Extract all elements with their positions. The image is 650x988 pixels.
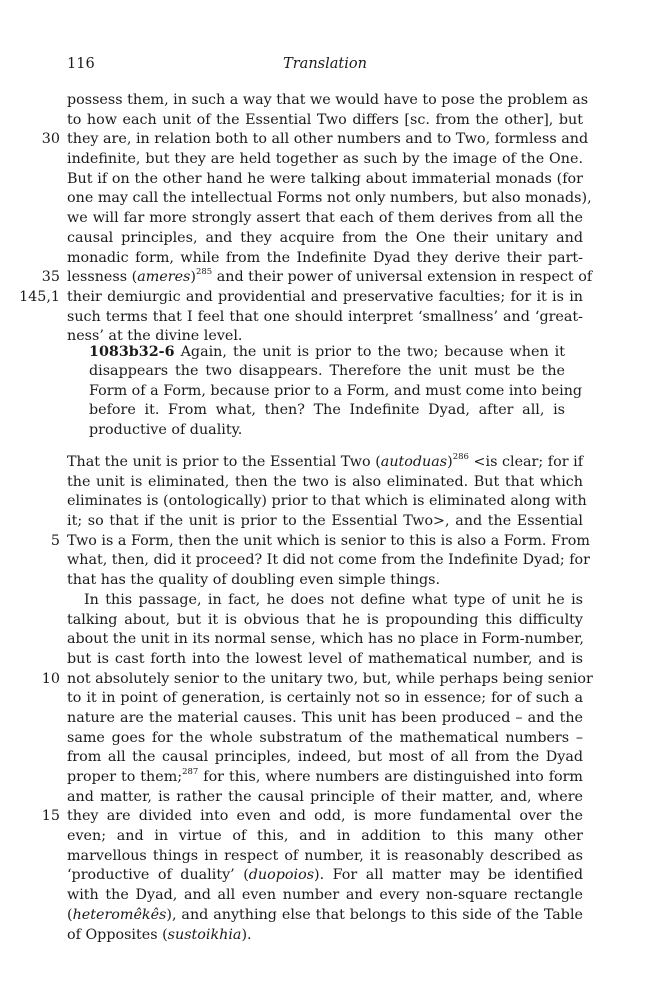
text-line: [41, 807, 583, 827]
lemma-reference: 1083b32-6: [89, 344, 175, 360]
line-text: But if on the other hand he were talking about immaterial monads (for: [67, 170, 583, 187]
text-line: [67, 906, 583, 926]
quote-line: [89, 343, 565, 362]
line-text: ).: [241, 926, 252, 943]
text-line: [67, 512, 583, 532]
line-text: ). For all matter may be identified: [314, 867, 583, 884]
text-line: [67, 189, 592, 209]
line-text: it; so that if the unit is prior to the Essential Two>, and the Essential: [67, 513, 583, 530]
line-text: and matter, is rather the causal principle of their matter, and, where: [67, 788, 583, 805]
quote-text: Again, the unit is prior to the two; because when it: [180, 344, 565, 360]
italic-term: heteromêkês: [72, 906, 167, 923]
line-text: for this, where numbers are distinguished into form: [198, 769, 583, 785]
text-line: [41, 267, 593, 288]
line-text: eliminates is (ontologically) prior to that which is eliminated along with: [67, 493, 587, 510]
line-text: they are divided into even and odd, is more fundamental over the: [67, 808, 583, 825]
line-text: Two is a Form, then the unit which is senior to this is also a Form. From: [67, 532, 590, 549]
footnote-ref: 287: [182, 767, 199, 778]
text-line: [67, 91, 589, 111]
text-line: [67, 926, 583, 946]
text-line: [67, 768, 583, 788]
line-text: monadic form, while from the Indefinite Dyad they derive their part-: [67, 249, 583, 266]
line-number: 145,1: [19, 288, 60, 305]
italic-term: duopoios: [248, 867, 315, 884]
line-text: ness’ at the divine level.: [67, 328, 243, 345]
line-text: the unit is eliminated, then the two is also eliminated. But that which: [67, 473, 583, 490]
line-text: That the unit is prior to the Essential Two (: [67, 454, 381, 470]
line-text: their demiurgic and providential and preservative faculties; for it is in: [67, 288, 583, 305]
line-text: from all the causal principles, indeed, but most of all from the Dyad: [67, 749, 583, 766]
quote-text: disappears the two disappears. Therefore the unit must be the: [89, 363, 565, 380]
text-line: [19, 288, 583, 308]
line-text: ): [190, 269, 196, 286]
line-text: ‘productive of duality’ (: [67, 867, 249, 884]
footnote-ref: 285: [195, 267, 213, 278]
line-text: indefinite, but they are held together as such by the image of the One.: [67, 151, 583, 168]
line-text: not absolutely senior to the unitary two, but, while perhaps being senior: [67, 670, 593, 687]
text-line: [67, 748, 583, 768]
line-text: we will far more strongly assert that each of them derives from all the: [67, 210, 583, 227]
line-number: 10: [41, 670, 60, 687]
commentary-paragraph: [41, 452, 593, 945]
text-line: [67, 886, 583, 906]
text-line: [67, 847, 583, 867]
italic-term: autoduas: [380, 454, 448, 470]
text-line: [41, 670, 593, 690]
line-text: ), and anything else that belongs to this side of the Table: [166, 906, 583, 923]
text-line: [67, 492, 587, 512]
line-text: causal principles, and they acquire from the One their unitary and: [67, 229, 583, 246]
text-line: [67, 150, 583, 170]
quote-line: [89, 362, 565, 381]
line-text: nature are the material causes. This unit has been produced – and the: [67, 709, 583, 726]
line-text: (: [67, 906, 73, 923]
quote-text: Form of a Form, because prior to a Form, and must come into being: [89, 382, 583, 399]
quote-text: productive of duality.: [89, 421, 243, 438]
paragraph-continuation: [19, 91, 593, 347]
quote-text: before it. From what, then? The Indefinite Dyad, after all, is: [89, 402, 565, 419]
text-line: [67, 453, 583, 473]
line-text: but is cast forth into the lowest level of mathematical number, and is: [67, 650, 583, 667]
italic-term: ameres: [137, 269, 191, 286]
page-number: 116: [67, 56, 95, 72]
line-text: proper to them;: [67, 769, 183, 785]
line-number: 15: [41, 808, 60, 825]
quote-line: [89, 401, 565, 420]
quote-line: [89, 421, 565, 440]
text-line: [67, 788, 583, 808]
line-text: of Opposites (: [67, 926, 168, 943]
text-line: [67, 611, 583, 631]
text-line: [67, 111, 583, 131]
line-number: 30: [41, 131, 60, 148]
line-number: 35: [41, 269, 60, 286]
text-line: [67, 571, 583, 591]
line-text: they are, in relation both to all other numbers and to Two, formless and: [67, 131, 589, 148]
text-line: [67, 650, 583, 670]
text-line: [67, 229, 583, 249]
line-text: ): [447, 454, 453, 470]
line-text: possess them, in such a way that we would have to pose the problem as: [67, 92, 589, 108]
line-text: <is clear; for if: [468, 454, 583, 470]
line-text: about the unit in its normal sense, which has no place in Form-number,: [67, 631, 584, 648]
line-text: lessness (: [67, 269, 138, 286]
line-text: to how each unit of the Essential Two differs [sc. from the other], but: [67, 111, 583, 128]
line-text: what, then, did it proceed? It did not come from the Indefinite Dyad; for: [67, 552, 590, 569]
line-text: and their power of universal extension in respect of: [212, 269, 593, 286]
line-text: talking about, but it is obvious that he is propounding this difficulty: [67, 611, 583, 628]
line-number: 5: [50, 532, 60, 549]
text-line: [67, 170, 583, 190]
line-text: such terms that I feel that one should interpret ‘smallness’ and ‘great-: [67, 308, 583, 325]
text-line: [67, 866, 583, 886]
text-line: [67, 249, 583, 269]
text-line: [67, 591, 583, 611]
text-line: [67, 473, 583, 493]
text-line: [67, 551, 590, 571]
text-line: [50, 532, 590, 552]
text-line: [67, 827, 583, 847]
line-text: that has the quality of doubling even simple things.: [67, 572, 441, 589]
line-text: even; and in virtue of this, and in addition to this many other: [67, 828, 583, 845]
text-line: [41, 130, 589, 150]
line-text: one may call the intellectual Forms not only numbers, but also monads),: [67, 190, 592, 207]
text-line: [67, 308, 583, 328]
page-header: [0, 56, 650, 78]
text-line: [67, 709, 583, 729]
line-text: with the Dyad, and all even number and every non-square rectangle: [67, 887, 583, 904]
text-line: [67, 630, 583, 650]
line-text: to it in point of generation, is certainly not so in essence; for of such a: [67, 690, 583, 707]
text-line: [67, 729, 583, 749]
italic-term: sustoikhia: [167, 926, 242, 943]
lemma-quote: [89, 343, 583, 440]
quote-line: [89, 382, 583, 401]
line-text: marvellous things in respect of number, it is reasonably described as: [67, 847, 583, 864]
text-line: [67, 209, 583, 229]
line-text: In this passage, in fact, he does not define what type of unit he is: [84, 591, 583, 608]
running-title: Translation: [283, 56, 367, 72]
footnote-ref: 286: [452, 452, 469, 463]
text-line: [67, 689, 583, 709]
line-text: same goes for the whole substratum of the mathematical numbers –: [67, 729, 583, 746]
